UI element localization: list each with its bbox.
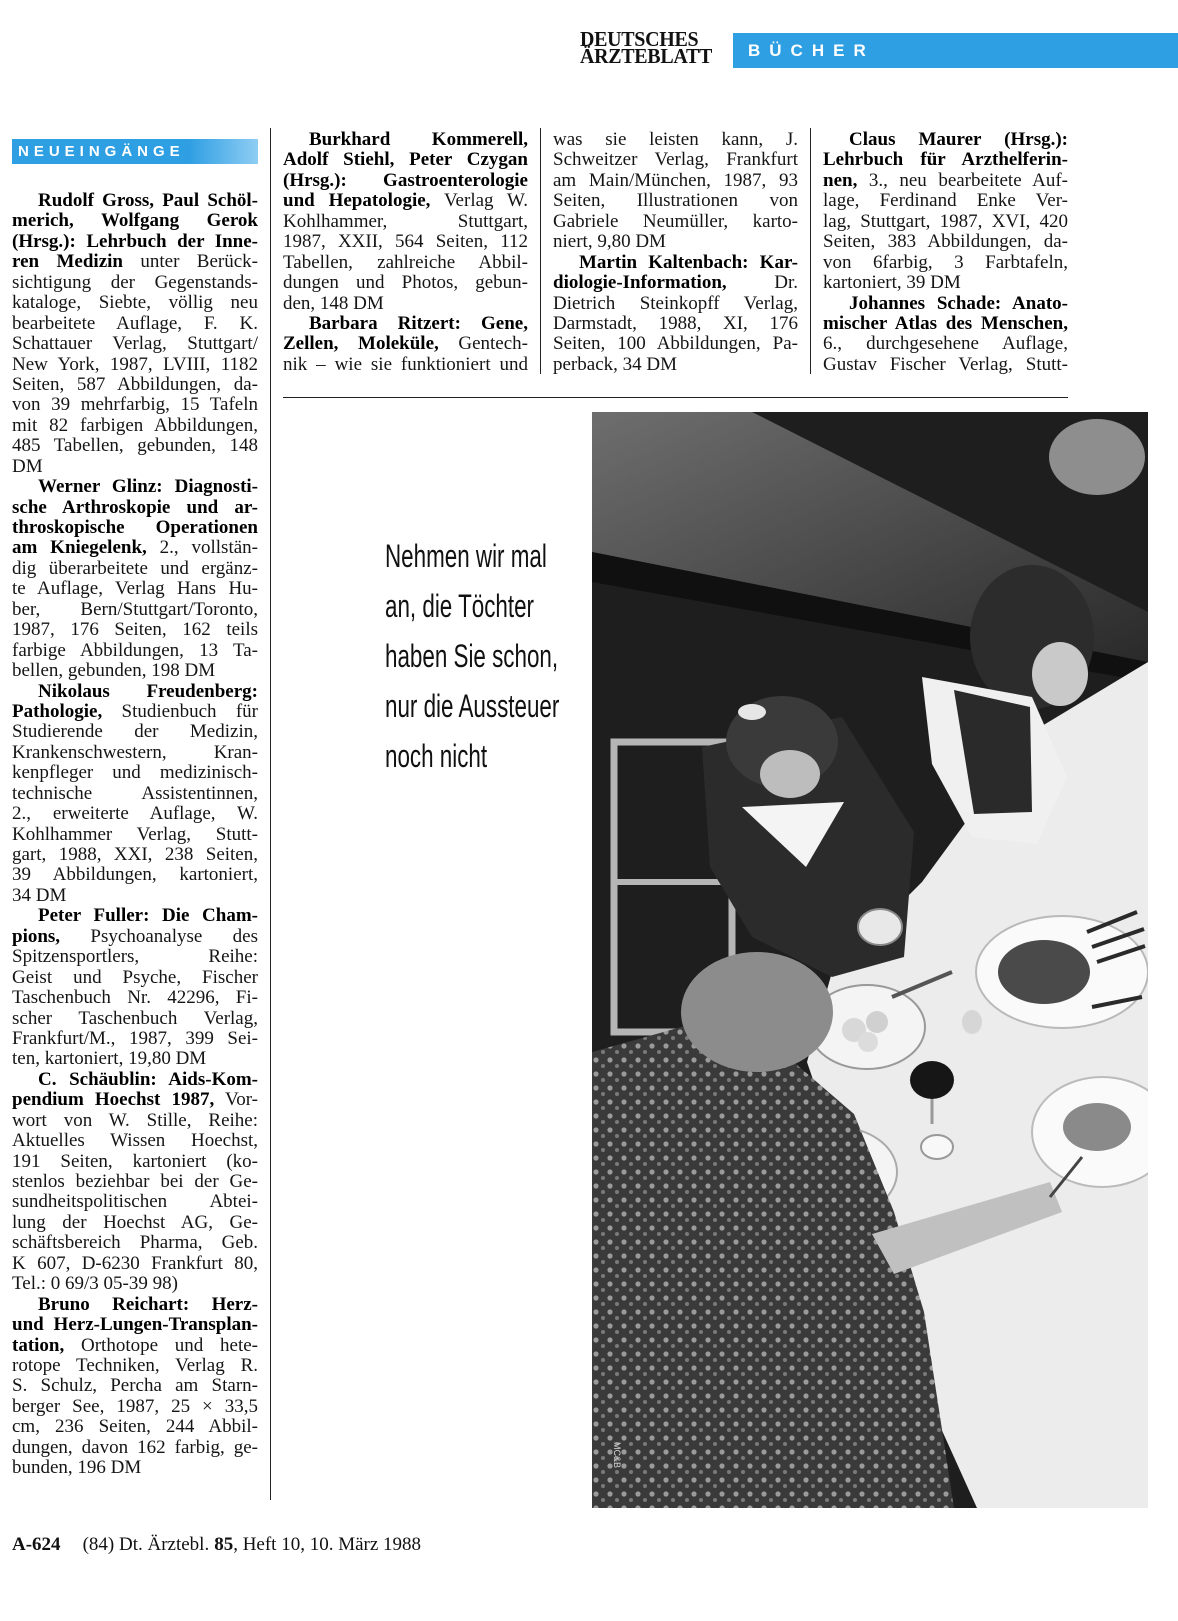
book-entry	[553, 130, 798, 253]
text-line	[553, 294, 798, 314]
body-text: gart, 1988, XXI, 238 Seiten,	[12, 844, 258, 865]
body-text: rotope Techniken, Verlag R.	[12, 1354, 258, 1376]
text-line	[12, 1172, 258, 1192]
text-line	[12, 804, 258, 824]
bold-text: Burkhard Kommerell,	[309, 129, 528, 150]
text-line	[12, 579, 258, 599]
text-line	[12, 886, 258, 906]
bold-text: Peter Fuller: Die Cham-	[38, 905, 258, 927]
body-text: New York, 1987, LVIII, 1182	[12, 353, 258, 375]
body-text: 1987, 176 Seiten, 162 teils	[12, 619, 258, 641]
text-line	[12, 498, 258, 518]
body-text: K 607, D-6230 Frankfurt 80,	[12, 1252, 258, 1274]
body-text: Dr.	[726, 272, 798, 294]
body-text: Taschenbuch Nr. 42296, Fi-	[12, 987, 258, 1009]
text-line	[12, 355, 258, 375]
new-arrivals-title: NEUEINGÄNGE	[18, 143, 185, 160]
body-text: berger See, 1987, 25 × 33,5	[12, 1395, 258, 1417]
column-2	[283, 130, 528, 375]
column-divider	[540, 128, 541, 374]
body-text: den, 148 DM	[283, 292, 384, 314]
section-title: BÜCHER	[748, 41, 875, 60]
body-text: schäftsbereich Pharma, Geb.	[12, 1232, 258, 1254]
page-footer	[12, 1533, 421, 1557]
text-line	[283, 171, 528, 191]
text-line	[12, 232, 258, 252]
body-text: te Auflage, Verlag Hans Hu-	[12, 578, 258, 600]
bold-text: sche Arthroskopie und ar-	[12, 496, 258, 518]
text-line	[553, 232, 798, 252]
body-text: farbige Abbildungen, 13 Ta-	[12, 639, 258, 661]
text-line	[12, 865, 258, 885]
body-text: Geist und Psyche, Fischer	[12, 966, 258, 988]
text-line	[12, 906, 258, 926]
body-text: dungen, davon 162 farbig, ge-	[12, 1436, 258, 1458]
body-text: cm, 236 Seiten, 244 Abbil-	[12, 1416, 258, 1438]
text-line	[283, 212, 528, 232]
plate-food	[1063, 1103, 1131, 1151]
bold-text: throskopische Operationen	[12, 517, 258, 538]
text-line	[12, 436, 258, 456]
body-text: nik – wie sie funktioniert und	[283, 353, 528, 375]
column-divider	[810, 128, 811, 374]
cup	[858, 909, 902, 945]
text-line	[12, 947, 258, 967]
text-line	[12, 968, 258, 988]
text-line	[12, 1131, 258, 1151]
text-line	[12, 518, 258, 538]
body-text: Orthotope und hete-	[64, 1334, 258, 1356]
bold-text: merich, Wolfgang Gerok	[12, 210, 258, 232]
body-text: 2., vollstän-	[146, 537, 258, 559]
photo-credit: MC&B	[612, 1442, 622, 1469]
text-line	[12, 845, 258, 865]
text-line	[12, 1090, 258, 1110]
text-line	[823, 171, 1068, 191]
body-text: Darmstadt, 1988, XI, 176	[553, 312, 798, 334]
girl-right-face	[1032, 642, 1088, 706]
book-entry	[12, 477, 258, 681]
bold-text: pions,	[12, 925, 61, 947]
bold-text: und Herz-Lungen-Transplan-	[12, 1314, 258, 1336]
text-line	[283, 355, 528, 375]
headline-line: an, die Töchter	[385, 588, 535, 624]
text-line	[12, 1192, 258, 1212]
book-entry	[823, 130, 1068, 294]
text-line	[12, 1049, 258, 1069]
headline-line: Nehmen wir mal	[385, 538, 547, 574]
body-text: Studienbuch für	[102, 700, 258, 722]
body-text: Vor-	[214, 1089, 259, 1111]
body-text: Studierende der Medizin,	[12, 721, 258, 743]
text-line	[12, 211, 258, 231]
volume-number: 85	[214, 1534, 234, 1555]
body-text: Schweitzer Verlag, Frankfurt	[553, 149, 798, 171]
body-text: sichtigung der Gegenstands-	[12, 271, 258, 293]
body-text: Seiten, 100 Abbildungen, Pa-	[553, 333, 798, 355]
bold-text: Adolf Stiehl, Peter Czygan	[283, 149, 528, 171]
body-text: Tel.: 0 69/3 05-39 98)	[12, 1273, 178, 1295]
text-line	[553, 355, 798, 375]
body-text: Gustav Fischer Verlag, Stutt-	[823, 353, 1068, 375]
text-line	[283, 294, 528, 314]
text-line	[823, 232, 1068, 252]
text-line	[823, 212, 1068, 232]
bold-text: tation,	[12, 1334, 65, 1356]
body-text: ber, Bern/Stuttgart/Toronto,	[12, 598, 258, 620]
bold-text: C. Schäublin: Aids-Kom-	[38, 1068, 258, 1090]
text-line	[12, 1213, 258, 1233]
bold-text: Martin Kaltenbach: Kar-	[579, 251, 798, 273]
text-line	[12, 1397, 258, 1417]
column-4	[823, 130, 1068, 375]
body-text: 485 Tabellen, gebunden, 148	[12, 435, 258, 457]
text-line	[12, 763, 258, 783]
text-line	[12, 620, 258, 640]
text-line	[283, 253, 528, 273]
bold-text: Rudolf Gross, Paul Schöl-	[38, 190, 258, 211]
book-entry	[12, 1295, 258, 1479]
page-number: A-624	[12, 1534, 61, 1555]
journal-reference: (84) Dt. Ärztebl.	[82, 1534, 210, 1555]
bold-text: Johannes Schade: Anato-	[849, 292, 1068, 314]
family-dinner-photo	[592, 412, 1148, 1508]
text-line	[823, 191, 1068, 211]
text-line	[12, 1029, 258, 1049]
bold-text: am Kniegelenk,	[12, 537, 147, 559]
text-line	[12, 314, 258, 334]
text-line	[553, 314, 798, 334]
masthead-line-2: ÄRZTEBLATT	[580, 44, 713, 68]
text-line	[823, 130, 1068, 150]
body-text: DM	[12, 455, 43, 477]
text-line	[12, 600, 258, 620]
column-divider	[270, 128, 271, 1500]
text-line	[823, 273, 1068, 293]
text-line	[553, 253, 798, 273]
body-text: von 6farbig, 3 Farbtafeln,	[823, 251, 1068, 273]
headline-line: nur die Aussteuer	[385, 688, 560, 724]
text-line	[283, 334, 528, 354]
body-text: lag, Stuttgart, 1987, XVI, 420	[823, 210, 1068, 232]
text-line	[12, 641, 258, 661]
book-entry	[12, 191, 258, 477]
text-line	[12, 1152, 258, 1172]
woman-hair	[681, 952, 833, 1072]
body-text: Seiten, Illustrationen von	[553, 190, 798, 212]
text-line	[12, 661, 258, 681]
section-divider	[283, 397, 1068, 398]
bold-text: und Hepatologie,	[283, 190, 431, 212]
text-line	[12, 375, 258, 395]
text-line	[553, 273, 798, 293]
text-line	[12, 743, 258, 763]
body-text: von 39 mehrfarbig, 15 Tafeln	[12, 394, 258, 416]
hair-bow	[738, 704, 766, 720]
bold-text: diologie-Information,	[553, 272, 727, 294]
body-text: Dietrich Steinkopff Verlag,	[553, 292, 798, 314]
text-line	[12, 457, 258, 477]
column-3	[553, 130, 798, 375]
section-banner	[733, 33, 1178, 68]
book-entry	[283, 314, 528, 375]
text-line	[12, 1438, 258, 1458]
text-line	[12, 1315, 258, 1335]
body-text: 2., erweiterte Auflage, W.	[12, 803, 258, 825]
body-text: kenpfleger und medizinisch-	[12, 762, 258, 784]
text-line	[12, 252, 258, 272]
body-text: bunden, 196 DM	[12, 1457, 142, 1479]
girl-left-face	[760, 750, 820, 798]
book-entry	[12, 906, 258, 1070]
potato	[866, 1011, 888, 1033]
bold-text: Lehrbuch für Arzthelferin-	[823, 149, 1068, 171]
body-text: Aktuelles Wissen Hoechst,	[12, 1130, 258, 1152]
text-line	[12, 1254, 258, 1274]
text-line	[553, 130, 798, 150]
text-line	[12, 1274, 258, 1294]
lamp	[1049, 419, 1145, 495]
text-line	[823, 294, 1068, 314]
text-line	[12, 1336, 258, 1356]
body-text: unter Berück-	[122, 251, 258, 273]
text-line	[283, 232, 528, 252]
bold-text: (Hrsg.): Lehrbuch der Inne-	[12, 230, 258, 252]
text-line	[12, 191, 258, 211]
body-text: wort von W. Stille, Reihe:	[12, 1109, 258, 1131]
bold-text: Nikolaus Freudenberg:	[38, 680, 258, 702]
text-line	[823, 150, 1068, 170]
bold-text: Claus Maurer (Hrsg.):	[849, 129, 1068, 150]
text-line	[12, 1009, 258, 1029]
text-line	[12, 825, 258, 845]
book-entry	[823, 294, 1068, 376]
body-text: 3., neu bearbeitete Auf-	[857, 169, 1068, 191]
body-text: 6., durchgesehene Auflage,	[823, 333, 1068, 355]
text-line	[12, 538, 258, 558]
text-line	[12, 1458, 258, 1478]
book-entry	[12, 682, 258, 907]
bold-text: Zellen, Moleküle,	[283, 333, 439, 355]
text-line	[553, 150, 798, 170]
body-text: Kohlhammer Verlag, Stutt-	[12, 823, 258, 845]
masthead	[580, 27, 713, 68]
issue-date: , Heft 10, 10. März 1988	[233, 1534, 422, 1555]
text-line	[553, 212, 798, 232]
text-line	[283, 191, 528, 211]
column-1	[12, 191, 258, 1479]
napkin-ring	[921, 1135, 953, 1159]
body-text: dungen und Photos, gebun-	[283, 272, 528, 294]
headline-line: noch nicht	[385, 738, 488, 774]
text-line	[12, 784, 258, 804]
bold-text: mischer Atlas des Menschen,	[823, 312, 1068, 334]
body-text: dig überarbeitete und ergänz-	[12, 557, 258, 579]
text-line	[12, 722, 258, 742]
body-text: 191 Seiten, kartoniert (ko-	[12, 1150, 258, 1172]
body-text: Kohlhammer, Stuttgart,	[283, 210, 528, 232]
text-line	[12, 1417, 258, 1437]
text-line	[823, 314, 1068, 334]
body-text: kataloge, Siebte, völlig neu	[12, 292, 258, 314]
body-text: S. Schulz, Percha am Starn-	[12, 1375, 258, 1397]
text-line	[823, 253, 1068, 273]
body-text: lung der Hoechst AG, Ge-	[12, 1211, 258, 1233]
body-text: technische Assistentinnen,	[12, 782, 258, 804]
text-line	[12, 1070, 258, 1090]
bold-text: nen,	[823, 169, 858, 191]
text-line	[553, 171, 798, 191]
roast	[998, 940, 1090, 1004]
new-arrivals-label	[12, 139, 258, 164]
text-line	[283, 273, 528, 293]
potato	[858, 1032, 878, 1052]
body-text: 1987, XXII, 564 Seiten, 112	[283, 231, 528, 253]
body-text: Seiten, 383 Abbildungen, da-	[823, 231, 1068, 253]
bold-text: ren Medizin	[12, 251, 123, 273]
body-text: kartoniert, 39 DM	[823, 272, 961, 294]
body-text: Psychoanalyse des	[60, 925, 258, 947]
book-entry	[553, 253, 798, 376]
body-text: sundheitspolitischen Abtei-	[12, 1191, 258, 1213]
salt-shaker	[962, 1010, 982, 1034]
book-entry	[12, 1070, 258, 1295]
body-text: Spitzensportlers, Reihe:	[12, 946, 258, 968]
text-line	[823, 355, 1068, 375]
body-text: Frankfurt/M., 1987, 399 Sei-	[12, 1027, 258, 1049]
bold-text: Pathologie,	[12, 700, 103, 722]
text-line	[12, 1356, 258, 1376]
text-line	[12, 273, 258, 293]
body-text: bellen, gebunden, 198 DM	[12, 660, 216, 682]
text-line	[283, 314, 528, 334]
wine-glass	[910, 1061, 954, 1099]
body-text: lage, Ferdinand Enke Ver-	[823, 190, 1068, 212]
text-line	[12, 395, 258, 415]
bold-text: pendium Hoechst 1987,	[12, 1089, 215, 1111]
text-line	[12, 702, 258, 722]
body-text: am Main/München, 1987, 93	[553, 169, 798, 191]
text-line	[12, 477, 258, 497]
text-line	[12, 927, 258, 947]
text-line	[12, 988, 258, 1008]
text-line	[283, 150, 528, 170]
body-text: Verlag W.	[430, 190, 528, 212]
text-line	[553, 191, 798, 211]
masthead-line-1: DEUTSCHES	[580, 27, 699, 51]
body-text: Gentech-	[438, 333, 528, 355]
body-text: Tabellen, zahlreiche Abbil-	[283, 251, 528, 273]
bold-text: Werner Glinz: Diagnosti-	[38, 476, 258, 498]
headline-line: haben Sie schon,	[385, 638, 559, 674]
text-line	[12, 1295, 258, 1315]
body-text: bearbeitete Auflage, F. K.	[12, 312, 258, 334]
body-text: mit 82 farbigen Abbildungen,	[12, 414, 258, 436]
text-line	[823, 334, 1068, 354]
body-text: Schattauer Verlag, Stuttgart/	[12, 333, 258, 355]
text-line	[12, 682, 258, 702]
text-line	[283, 130, 528, 150]
body-text: 39 Abbildungen, kartoniert,	[12, 864, 258, 886]
body-text: Krankenschwestern, Kran-	[12, 741, 258, 763]
photo-illustration	[592, 412, 1148, 1508]
text-line	[12, 1233, 258, 1253]
body-text: 34 DM	[12, 884, 67, 906]
bold-text: Bruno Reichart: Herz-	[38, 1293, 258, 1315]
body-text: Gabriele Neumüller, karto-	[553, 210, 798, 232]
text-line	[12, 1111, 258, 1131]
bold-text: Barbara Ritzert: Gene,	[309, 312, 528, 334]
body-text: stenlos beziehbar bei der Ge-	[12, 1171, 258, 1192]
text-line	[12, 416, 258, 436]
text-line	[12, 559, 258, 579]
text-line	[12, 293, 258, 313]
body-text: scher Taschenbuch Verlag,	[12, 1007, 258, 1029]
bold-text: (Hrsg.): Gastroenterologie	[283, 169, 528, 191]
text-line	[12, 1376, 258, 1396]
body-text: niert, 9,80 DM	[553, 231, 666, 253]
book-entry	[283, 130, 528, 314]
body-text: was sie leisten kann, J.	[553, 129, 798, 150]
text-line	[12, 334, 258, 354]
body-text: perback, 34 DM	[553, 353, 677, 375]
body-text: ten, kartoniert, 19,80 DM	[12, 1048, 207, 1070]
body-text: Seiten, 587 Abbildungen, da-	[12, 373, 258, 395]
text-line	[553, 334, 798, 354]
